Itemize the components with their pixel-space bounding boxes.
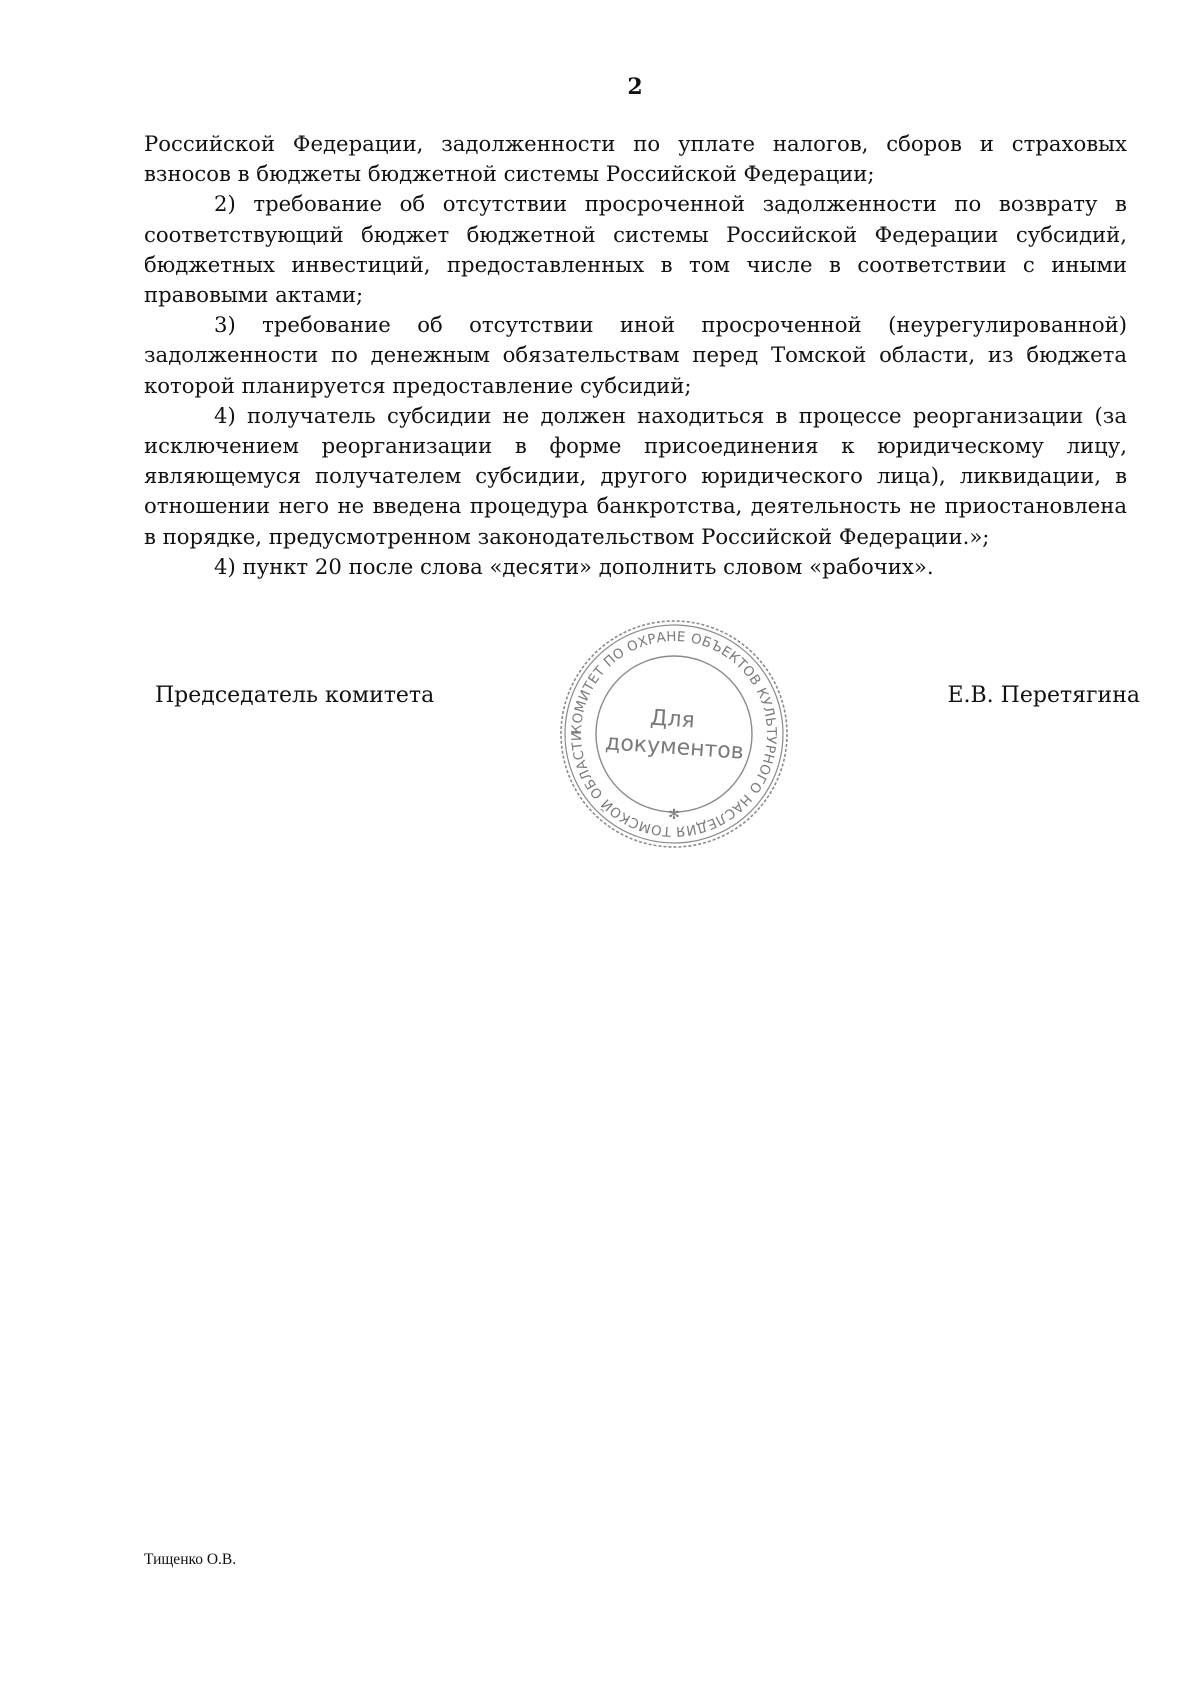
stamp-ring-text: КОМИТЕТ ПО ОХРАНЕ ОБЪЕКТОВ КУЛЬТУРНОГО НАСЛЕДИЯ ТОМСКОЙ ОБЛАСТИ	[568, 628, 780, 840]
signature-block	[0, 614, 1200, 854]
stamp-seal-icon	[554, 614, 794, 854]
stamp-center-line-1: Для	[649, 705, 696, 734]
official-stamp	[554, 614, 794, 854]
paragraph-3: 3) требование об отсутствии иной просроченной (неурегулированной) задолженности по денежным обязательствам перед Томской области, из бюджета которой планируется предоставление субсидий;	[144, 312, 1127, 398]
signatory-name: Е.В. Перетягина	[947, 683, 1140, 708]
paragraph-5: 4) пункт 20 после слова «десяти» дополнить словом «рабочих».	[214, 553, 934, 579]
paragraph-2: 2) требование об отсутствии просроченной задолженности по возврату в соответствующий бюджет бюджетной системы Российской Федерации субсидий, бюджетных инвестиций, предоставленных в том числе в соответствии с иными правовыми актами;	[144, 191, 1127, 308]
document-body	[144, 129, 1127, 582]
paragraph-4: 4) получатель субсидии не должен находиться в процессе реорганизации (за исключением реорганизации в форме присоединения к юридическому лицу, являющемуся получателем субсидии, другого юридического лица), ликвидации, в отношении него не введена процедура банкротства, деятельность не приостановлена в порядке, предусмотренном законодательством Российской Федерации.»;	[144, 402, 1127, 549]
signatory-position: Председатель комитета	[155, 683, 435, 708]
executor-name: Тищенко О.В.	[144, 1551, 237, 1568]
stamp-center-line-2: документов	[604, 730, 745, 765]
paragraph-1: Российской Федерации, задолженности по уплате налогов, сборов и страховых взносов в бюджеты бюджетной системы Российской Федерации;	[144, 131, 1127, 187]
svg-text:✻: ✻	[668, 807, 680, 823]
page-number: 2	[627, 74, 643, 100]
